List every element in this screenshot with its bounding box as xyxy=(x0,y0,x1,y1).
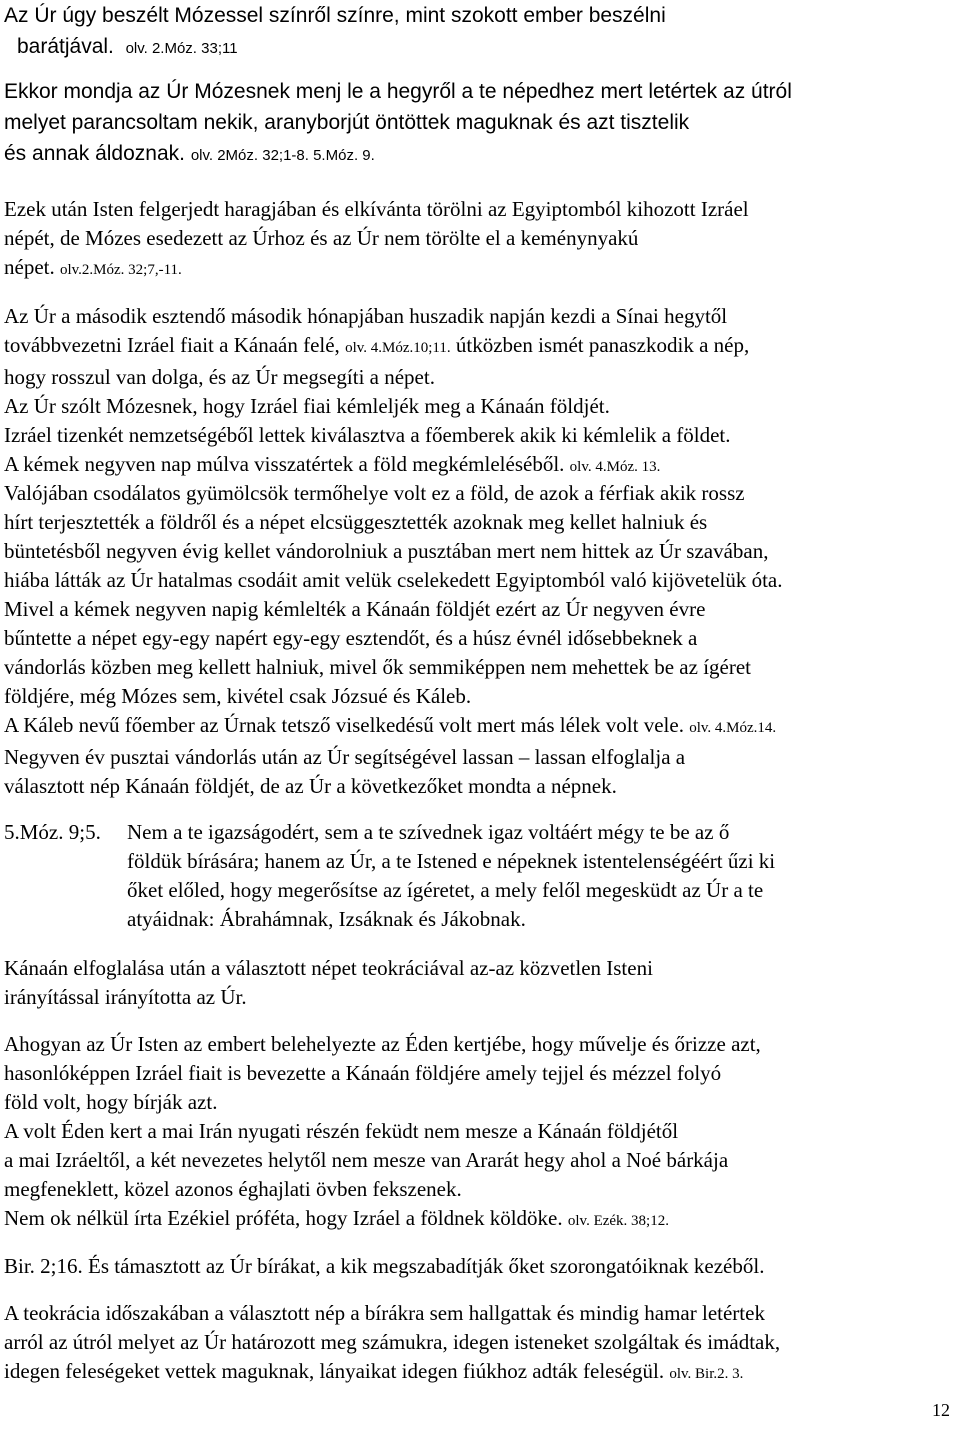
text-segment: továbbvezetni Izráel fiait a Kánaán felé, xyxy=(4,333,340,357)
paragraph-3 xyxy=(4,195,944,285)
text-segment: és annak áldoznak. xyxy=(4,142,185,165)
text-line: büntetésből negyven évig kellet vándorolniuk a pusztában mert nem hittek az Úr szavában, xyxy=(4,539,769,563)
paragraph-5 xyxy=(4,479,944,801)
text-line xyxy=(4,31,944,64)
scripture-reference: olv. 2Móz. 32;1-8. 5.Móz. 9. xyxy=(190,147,375,164)
text-line: Negyven év pusztai vándorlás után az Úr segítségével lassan – lassan elfoglalja a xyxy=(4,745,686,769)
paragraph-7 xyxy=(4,954,944,1012)
page-number: 12 xyxy=(932,1400,950,1420)
paragraph-1 xyxy=(4,0,944,64)
text-segment: népet. xyxy=(4,255,55,279)
text-line: Ekkor mondja az Úr Mózesnek menj le a hegyről a te népedhez mert letértek az útról xyxy=(4,80,792,103)
text-segment: Nem ok nélkül írta Ezékiel próféta, hogy Izráel a földnek köldöke. xyxy=(4,1206,563,1230)
text-line: Izráel tizenkét nemzetségéből lettek kiválasztva a főemberek akik ki kémlelik a földet. xyxy=(4,423,731,447)
text-line: hogy rosszul van dolga, és az Úr megsegíti a népet. xyxy=(4,365,435,389)
text-line xyxy=(4,1357,944,1389)
scripture-reference: olv. Bir.2. 3. xyxy=(669,1366,744,1382)
text-line: Az Úr szólt Mózesnek, hogy Izráel fiai kémleljék meg a Kánaán földjét. xyxy=(4,394,610,418)
scripture-quote xyxy=(127,818,947,934)
scripture-reference: olv. 4.Móz.14. xyxy=(689,720,777,736)
text-line: föld volt, hogy bírják azt. xyxy=(4,1090,218,1114)
text-line: A volt Éden kert a mai Irán nyugati részén feküdt nem mesze a Kánaán földjétől xyxy=(4,1119,679,1143)
text-line: Mivel a kémek negyven napig kémlelték a Kánaán földjét ezért az Úr negyven évre xyxy=(4,597,706,621)
text-segment: idegen feleségeket vettek maguknak, lányaikat idegen fiúkhoz adták feleségül. xyxy=(4,1359,665,1383)
text-line: Ahogyan az Úr Isten az embert belehelyezte az Éden kertjébe, hogy művelje és őrizze azt, xyxy=(4,1032,761,1056)
text-line: a mai Izráeltől, a két nevezetes helytől nem mesze van Ararát hegy ahol a Noé bárkája xyxy=(4,1148,729,1172)
text-line: Bir. 2;16. És támasztott az Úr bírákat, a kik megszabadítják őket szorongatóiknak kezéből. xyxy=(4,1254,765,1278)
text-line: Ezek után Isten felgerjedt haragjában és elkívánta törölni az Egyiptomból kihozott Izráel xyxy=(4,197,749,221)
scripture-reference: olv. 4.Móz.10;11. xyxy=(345,340,451,356)
paragraph-8 xyxy=(4,1030,944,1236)
text-line: hiába látták az Úr hatalmas csodáit amit velük cselekedett Egyiptomból való kijövetelük óta. xyxy=(4,568,783,592)
text-line xyxy=(4,138,944,171)
text-line: hírt terjesztették a földről és a népet elcsüggesztették azoknak meg kellet halniuk és xyxy=(4,510,708,534)
paragraph-2 xyxy=(4,76,944,171)
text-segment: barátjával. xyxy=(17,35,114,58)
scripture-reference: olv. 2.Móz. 33;11 xyxy=(125,40,238,57)
text-line: A teokrácia időszakában a választott nép a bírákra sem hallgattak és mindig hamar letértek xyxy=(4,1301,765,1325)
text-line: Nem a te igazságodért, sem a te szívednek igaz voltáért mégy te be az ő xyxy=(127,820,730,844)
text-line: választott nép Kánaán földjét, de az Úr a következőket mondta a népnek. xyxy=(4,774,617,798)
text-line xyxy=(4,1204,944,1236)
text-line: Valójában csodálatos gyümölcsök termőhelye volt ez a föld, de azok a férfiak akik rossz xyxy=(4,481,745,505)
text-line: melyet parancsoltam nekik, aranyborjút öntöttek maguknak és azt tisztelik xyxy=(4,111,690,134)
text-line: Kánaán elfoglalása után a választott népet teokráciával az-az közvetlen Isteni xyxy=(4,956,653,980)
text-line: Az Úr a második esztendő második hónapjában huszadik napján kezdi a Sínai hegytől xyxy=(4,304,728,328)
text-line xyxy=(4,450,944,482)
paragraph-9 xyxy=(4,1252,944,1281)
scripture-reference: olv. 4.Móz. 13. xyxy=(569,459,661,475)
text-line: megfeneklett, közel azonos éghajlati övben fekszenek. xyxy=(4,1177,462,1201)
text-line: őket előled, hogy megerősítse az ígéretet, a mely felől megesküdt az Úr a te xyxy=(127,878,764,902)
scripture-reference: olv. Ezék. 38;12. xyxy=(567,1213,669,1229)
text-line: vándorlás közben meg kellett halniuk, mivel ők semmiképpen nem mehettek be az ígéret xyxy=(4,655,752,679)
text-line: népét, de Mózes esedezett az Úrhoz és az Úr nem törölte el a keménynyakú xyxy=(4,226,639,250)
text-line xyxy=(4,253,944,285)
text-line: hasonlóképpen Izráel fiait is bevezette a Kánaán földjére amely tejjel és mézzel folyó xyxy=(4,1061,722,1085)
text-line xyxy=(4,711,944,743)
text-line: földjére, még Mózes sem, kivétel csak Józsué és Káleb. xyxy=(4,684,472,708)
text-line xyxy=(4,331,944,363)
text-line: Az Úr úgy beszélt Mózessel színről színre, mint szokott ember beszélni xyxy=(4,4,666,27)
text-segment: útközben ismét panaszkodik a nép, xyxy=(455,333,750,357)
scripture-label: 5.Móz. 9;5. xyxy=(4,820,101,844)
scripture-reference: olv.2.Móz. 32;7,-11. xyxy=(59,262,182,278)
paragraph-4 xyxy=(4,302,944,482)
text-line: földük bírására; hanem az Úr, a te Istened e népeknek istentelenségéért űzi ki xyxy=(127,849,776,873)
text-segment: A Káleb nevű főember az Úrnak tetsző viselkedésű volt mert más lélek volt vele. xyxy=(4,713,684,737)
text-line: irányítással irányította az Úr. xyxy=(4,985,247,1009)
text-line: arról az útról melyet az Úr határozott meg számukra, idegen isteneket szolgáltak és imádtak, xyxy=(4,1330,781,1354)
paragraph-10 xyxy=(4,1299,944,1389)
text-line: bűntette a népet egy-egy napért egy-egy esztendőt, és a húsz évnél idősebbeknek a xyxy=(4,626,698,650)
text-line: atyáidnak: Ábrahámnak, Izsáknak és Jákobnak. xyxy=(127,907,526,931)
text-segment: A kémek negyven nap múlva visszatértek a föld megkémleléséből. xyxy=(4,452,565,476)
